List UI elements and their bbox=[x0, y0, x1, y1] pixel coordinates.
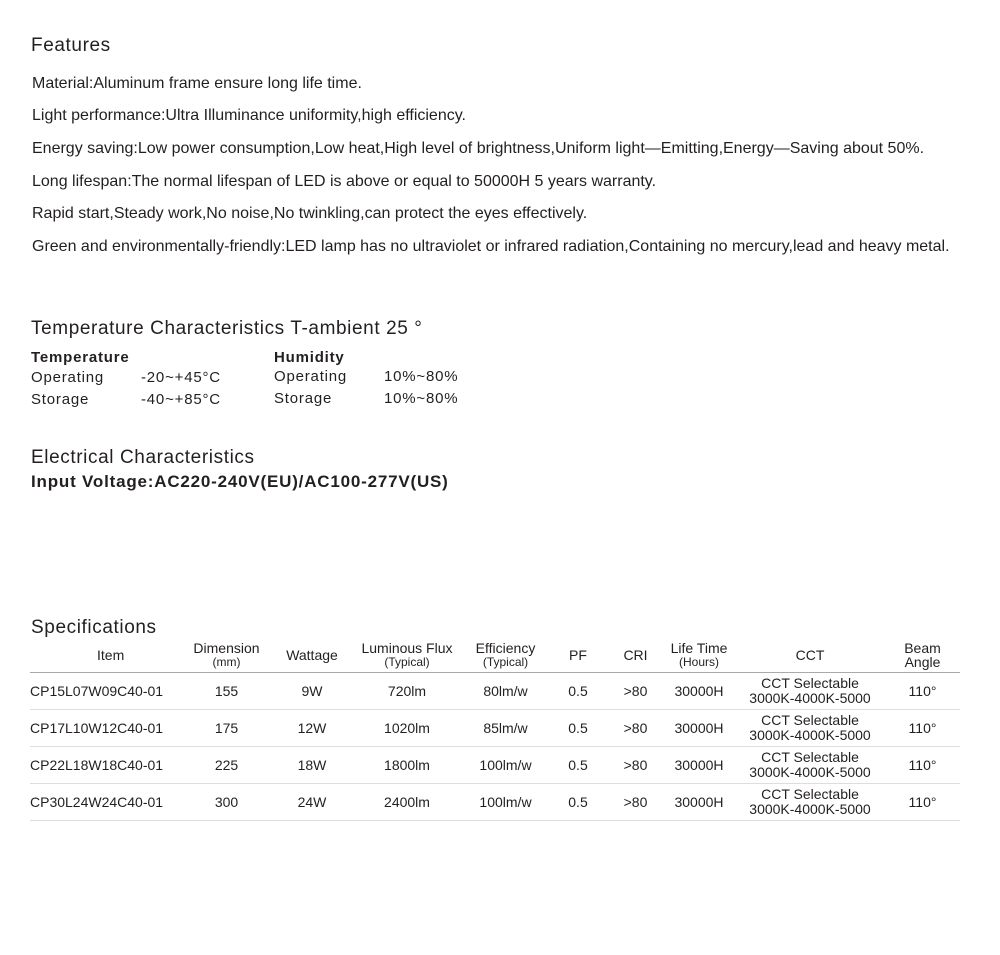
cell-beam: 110° bbox=[885, 710, 960, 747]
cell-efficiency: 80lm/w bbox=[463, 673, 548, 710]
table-row bbox=[30, 673, 960, 710]
humidity-storage-row bbox=[274, 390, 459, 407]
cell-dimension: 155 bbox=[180, 673, 273, 710]
feature-energy-saving: Energy saving:Low power consumption,Low heat,High level of brightness,Uniform light—Emitting,Energy—Saving about 50%. bbox=[32, 140, 925, 157]
temperature-heading: Temperature bbox=[31, 349, 130, 366]
table-row bbox=[30, 747, 960, 784]
cell-pf: 0.5 bbox=[548, 747, 608, 784]
header-cct: CCT bbox=[735, 637, 885, 673]
header-wattage: Wattage bbox=[273, 637, 351, 673]
temp-storage-label: Storage bbox=[31, 391, 90, 408]
cell-cct-line1: CCT Selectable bbox=[761, 675, 859, 691]
cell-beam: 110° bbox=[885, 747, 960, 784]
cell-item: CP17L10W12C40-01 bbox=[30, 710, 180, 747]
header-efficiency bbox=[463, 637, 548, 673]
header-dimension bbox=[180, 637, 273, 673]
cell-life: 30000H bbox=[663, 784, 735, 821]
feature-lifespan: Long lifespan:The normal lifespan of LED is above or equal to 50000H 5 years warranty. bbox=[32, 173, 657, 190]
feature-rapid-start: Rapid start,Steady work,No noise,No twinkling,can protect the eyes effectively. bbox=[32, 205, 588, 222]
header-flux bbox=[351, 637, 463, 673]
cell-item: CP22L18W18C40-01 bbox=[30, 747, 180, 784]
humidity-operating-label: Operating bbox=[274, 368, 348, 385]
cell-dimension: 225 bbox=[180, 747, 273, 784]
cell-cct bbox=[735, 784, 885, 821]
cell-efficiency: 100lm/w bbox=[463, 747, 548, 784]
header-flux-unit: (Typical) bbox=[384, 654, 430, 669]
header-life-label: Life Time bbox=[670, 639, 728, 656]
cell-beam: 110° bbox=[885, 673, 960, 710]
cell-efficiency: 85lm/w bbox=[463, 710, 548, 747]
cell-item: CP30L24W24C40-01 bbox=[30, 784, 180, 821]
cell-pf: 0.5 bbox=[548, 784, 608, 821]
cell-flux: 720lm bbox=[351, 673, 463, 710]
humidity-storage-value: 10%~80% bbox=[384, 390, 459, 407]
cell-item: CP15L07W09C40-01 bbox=[30, 673, 180, 710]
cell-life: 30000H bbox=[663, 673, 735, 710]
feature-environmental: Green and environmentally-friendly:LED lamp has no ultraviolet or infrared radiation,Containing no mercury,lead and heavy metal. bbox=[32, 238, 950, 255]
cell-pf: 0.5 bbox=[548, 673, 608, 710]
cell-cct-line2: 3000K-4000K-5000 bbox=[749, 690, 871, 706]
cell-wattage: 24W bbox=[273, 784, 351, 821]
cell-life: 30000H bbox=[663, 710, 735, 747]
table-row bbox=[30, 784, 960, 821]
header-dimension-unit: (mm) bbox=[212, 654, 241, 669]
cell-wattage: 9W bbox=[273, 673, 351, 710]
temp-operating-label: Operating bbox=[31, 369, 105, 386]
specifications-title: Specifications bbox=[31, 617, 157, 638]
table-header-row bbox=[30, 637, 960, 673]
cell-cct-line2: 3000K-4000K-5000 bbox=[749, 801, 871, 817]
header-beam: Beam Angle bbox=[885, 637, 960, 673]
header-pf: PF bbox=[548, 637, 608, 673]
header-flux-label: Luminous Flux bbox=[361, 639, 453, 656]
cell-wattage: 18W bbox=[273, 747, 351, 784]
cell-cct bbox=[735, 673, 885, 710]
humidity-storage-label: Storage bbox=[274, 390, 333, 407]
cell-cct-line1: CCT Selectable bbox=[761, 712, 859, 728]
header-efficiency-label: Efficiency bbox=[475, 639, 536, 656]
temp-storage-row bbox=[31, 391, 221, 408]
cell-cri: >80 bbox=[608, 747, 663, 784]
cell-dimension: 175 bbox=[180, 710, 273, 747]
header-efficiency-unit: (Typical) bbox=[482, 654, 529, 669]
feature-material: Material:Aluminum frame ensure long life time. bbox=[32, 75, 362, 92]
header-dimension-label: Dimension bbox=[193, 639, 260, 656]
cell-cct-line1: CCT Selectable bbox=[761, 786, 859, 802]
table-row bbox=[30, 710, 960, 747]
cell-life: 30000H bbox=[663, 747, 735, 784]
temperature-title: Temperature Characteristics T-ambient 25 ° bbox=[31, 318, 423, 339]
temp-operating-value: -20~+45°C bbox=[141, 369, 221, 386]
humidity-heading: Humidity bbox=[274, 349, 345, 366]
header-life-unit: (Hours) bbox=[678, 654, 719, 669]
header-cri: CRI bbox=[608, 637, 663, 673]
cell-flux: 1800lm bbox=[351, 747, 463, 784]
cell-cct bbox=[735, 747, 885, 784]
cell-beam: 110° bbox=[885, 784, 960, 821]
humidity-operating-value: 10%~80% bbox=[384, 368, 459, 385]
features-title: Features bbox=[31, 35, 111, 56]
cell-pf: 0.5 bbox=[548, 710, 608, 747]
cell-flux: 1020lm bbox=[351, 710, 463, 747]
cell-efficiency: 100lm/w bbox=[463, 784, 548, 821]
cell-flux: 2400lm bbox=[351, 784, 463, 821]
cell-wattage: 12W bbox=[273, 710, 351, 747]
header-item: Item bbox=[30, 637, 180, 673]
feature-light-performance: Light performance:Ultra Illuminance uniformity,high efficiency. bbox=[32, 107, 466, 124]
specifications-table bbox=[30, 637, 960, 821]
cell-cct-line2: 3000K-4000K-5000 bbox=[749, 764, 871, 780]
electrical-title: Electrical Characteristics bbox=[31, 447, 255, 468]
header-life bbox=[663, 637, 735, 673]
cell-dimension: 300 bbox=[180, 784, 273, 821]
input-voltage: Input Voltage:AC220-240V(EU)/AC100-277V(US) bbox=[31, 472, 449, 491]
cell-cct-line1: CCT Selectable bbox=[761, 749, 859, 765]
cell-cct-line2: 3000K-4000K-5000 bbox=[749, 727, 871, 743]
cell-cri: >80 bbox=[608, 784, 663, 821]
humidity-operating-row bbox=[274, 368, 459, 385]
temp-storage-value: -40~+85°C bbox=[141, 391, 221, 408]
temp-operating-row bbox=[31, 369, 221, 386]
cell-cri: >80 bbox=[608, 710, 663, 747]
cell-cct bbox=[735, 710, 885, 747]
cell-cri: >80 bbox=[608, 673, 663, 710]
